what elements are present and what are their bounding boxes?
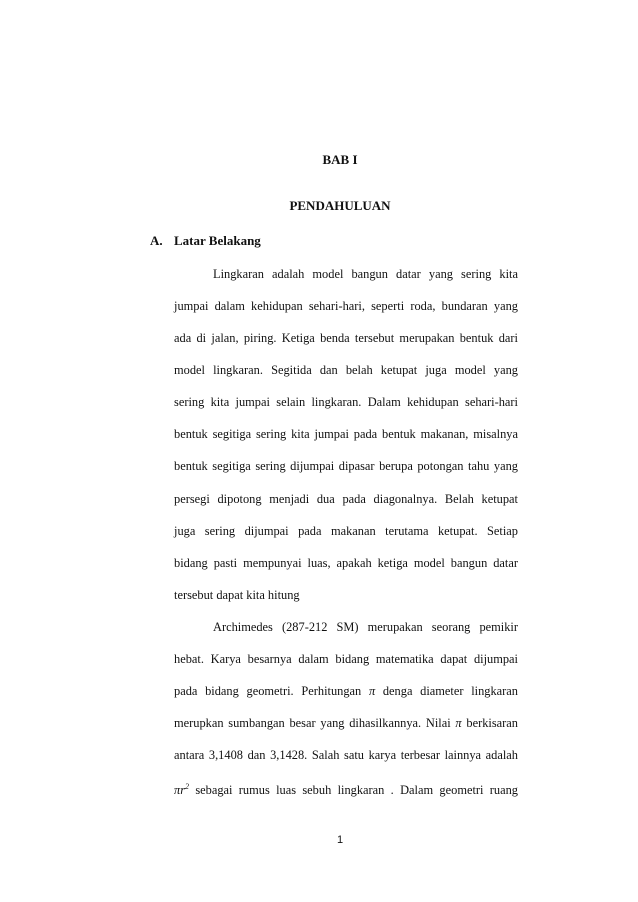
area-formula xyxy=(174,783,189,797)
paragraph-line: Archimedes (287-212 SM) merupakan seorang pemikir xyxy=(213,620,518,634)
page-number: 1 xyxy=(336,834,344,846)
paragraph-line: model lingkaran. Segitida dan belah ketupat juga model yang xyxy=(174,363,518,377)
pi-symbol: π xyxy=(368,684,376,698)
paragraph-line: hebat. Karya besarnya dalam bidang matematika dapat dijumpai xyxy=(174,652,518,666)
text-segment: sebagai rumus luas sebuh lingkaran . Dalam geometri ruang xyxy=(195,783,518,798)
section-heading xyxy=(150,233,261,249)
paragraph-line: bentuk segitiga sering kita jumpai pada bentuk makanan, misalnya xyxy=(174,427,518,441)
formula-base: πr xyxy=(174,783,186,798)
paragraph-line: bidang pasti mempunyai luas, apakah ketiga model bangun datar xyxy=(174,556,518,570)
formula-exponent: 2 xyxy=(185,782,190,791)
paragraph-line: sering kita jumpai selain lingkaran. Dalam kehidupan sehari-hari xyxy=(174,395,518,409)
pi-symbol: π xyxy=(455,716,462,730)
section-number: A. xyxy=(150,233,163,248)
paragraph-line xyxy=(174,683,518,699)
chapter-heading: BAB I xyxy=(322,152,358,167)
paragraph-line: bentuk segitiga sering dijumpai dipasar berupa potongan tahu yang xyxy=(174,459,518,473)
paragraph-line xyxy=(174,779,518,798)
paragraph-line: ada di jalan, piring. Ketiga benda tersebut merupakan bentuk dari xyxy=(174,331,518,345)
text-segment: denga diameter lingkaran xyxy=(382,684,518,698)
text-segment: pada bidang geometri. Perhitungan xyxy=(174,684,362,698)
paragraph-line: tersebut dapat kita hitung xyxy=(174,588,300,602)
paragraph-line xyxy=(174,715,518,731)
chapter-title: PENDAHULUAN xyxy=(289,198,391,213)
section-title: Latar Belakang xyxy=(174,233,261,248)
paragraph-line: persegi dipotong menjadi dua pada diagonalnya. Belah ketupat xyxy=(174,492,518,506)
paragraph-line: Lingkaran adalah model bangun datar yang sering kita xyxy=(213,267,518,281)
paragraph-line: juga sering dijumpai pada makanan terutama ketupat. Setiap xyxy=(174,524,518,538)
text-segment: berkisaran xyxy=(466,716,518,730)
paragraph-line: antara 3,1408 dan 3,1428. Salah satu karya terbesar lainnya adalah xyxy=(174,748,518,762)
text-segment: merupkan sumbangan besar yang dihasilkannya. Nilai xyxy=(174,716,451,730)
paragraph-line: jumpai dalam kehidupan sehari-hari, seperti roda, bundaran yang xyxy=(174,299,518,313)
